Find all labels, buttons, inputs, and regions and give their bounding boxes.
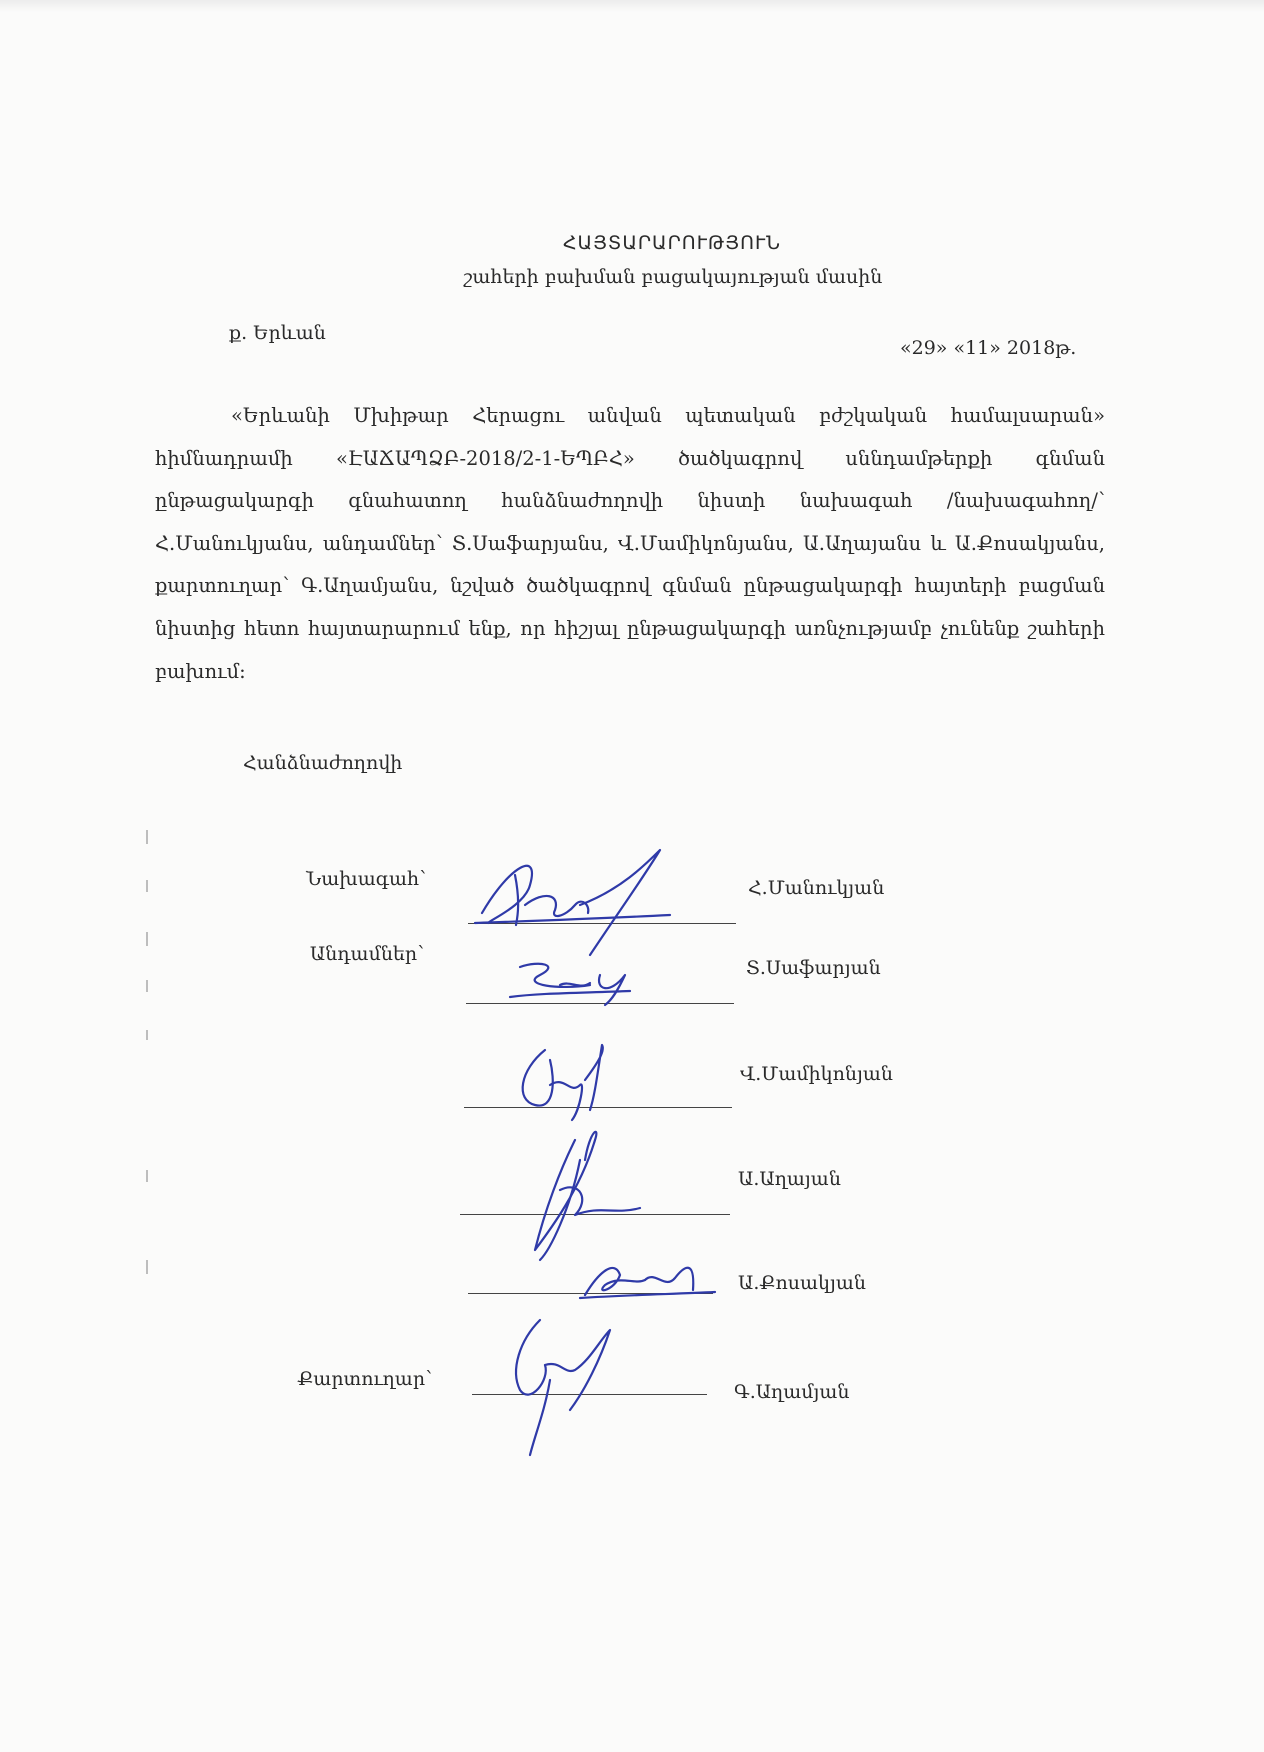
place: ք. Երևան (229, 322, 326, 344)
member3-signature (520, 1120, 660, 1270)
body-paragraph (155, 395, 1105, 693)
document-title: ՀԱՅՏԱՐԱՐՈՒԹՅՈՒՆ (562, 232, 782, 254)
member2-signature (510, 1040, 620, 1130)
commission-label: Հանձնաժողովի (243, 752, 403, 774)
members-role-label: Անդամներ՝ (309, 943, 424, 965)
date: «29» «11» 2018թ. (900, 337, 1077, 359)
member1-signature (500, 955, 640, 1015)
heading (0, 232, 1264, 288)
member3-name: Ա.Աղայան (738, 1168, 841, 1190)
member4-signature (575, 1250, 725, 1310)
chair-name: Հ.Մանուկյան (748, 877, 885, 899)
body-text: «Երևանի Մխիթար Հերացու անվան պետական բժշկական համալսարան» հիմնադրամի «ԷԱՃԱՊՁԲ-2018/2-1-ԵՊԲՀ» ծածկագրով սննդամթերքի գնման ընթացակարգի գնահատող հանձնաժողովի նիստի նախագահ /նախագահող/՝ Հ.Մանուկյանս, անդամներ՝ Տ.Սաֆարյանս, Վ.Մամիկոնյանս, Ա.Աղայանս և Ա.Քոսակյանս, քարտուղար՝ Գ.Աղամյանս, նշված ծածկագրով գնման ընթացակարգի հայտերի բացման նիստից հետո հայտարարում ենք, որ հիշյալ ընթացակարգի առնչությամբ չունենք շահերի բախում: (155, 404, 1105, 683)
secretary-name: Գ.Աղամյան (734, 1381, 850, 1403)
member2-name: Վ.Մամիկոնյան (740, 1063, 893, 1085)
secretary-role-label: Քարտուղար՝ (297, 1368, 432, 1390)
page-edge (0, 0, 1264, 12)
member1-name: Տ.Սաֆարյան (746, 957, 881, 979)
member4-name: Ա.Քոսակյան (738, 1272, 866, 1294)
secretary-signature (500, 1310, 630, 1460)
chair-role-label: Նախագահ՝ (306, 868, 426, 890)
chair-signature (470, 845, 680, 965)
margin-binding-marks (146, 830, 166, 1330)
document-subtitle: շահերի բախման բացակայության մասին (463, 266, 883, 288)
